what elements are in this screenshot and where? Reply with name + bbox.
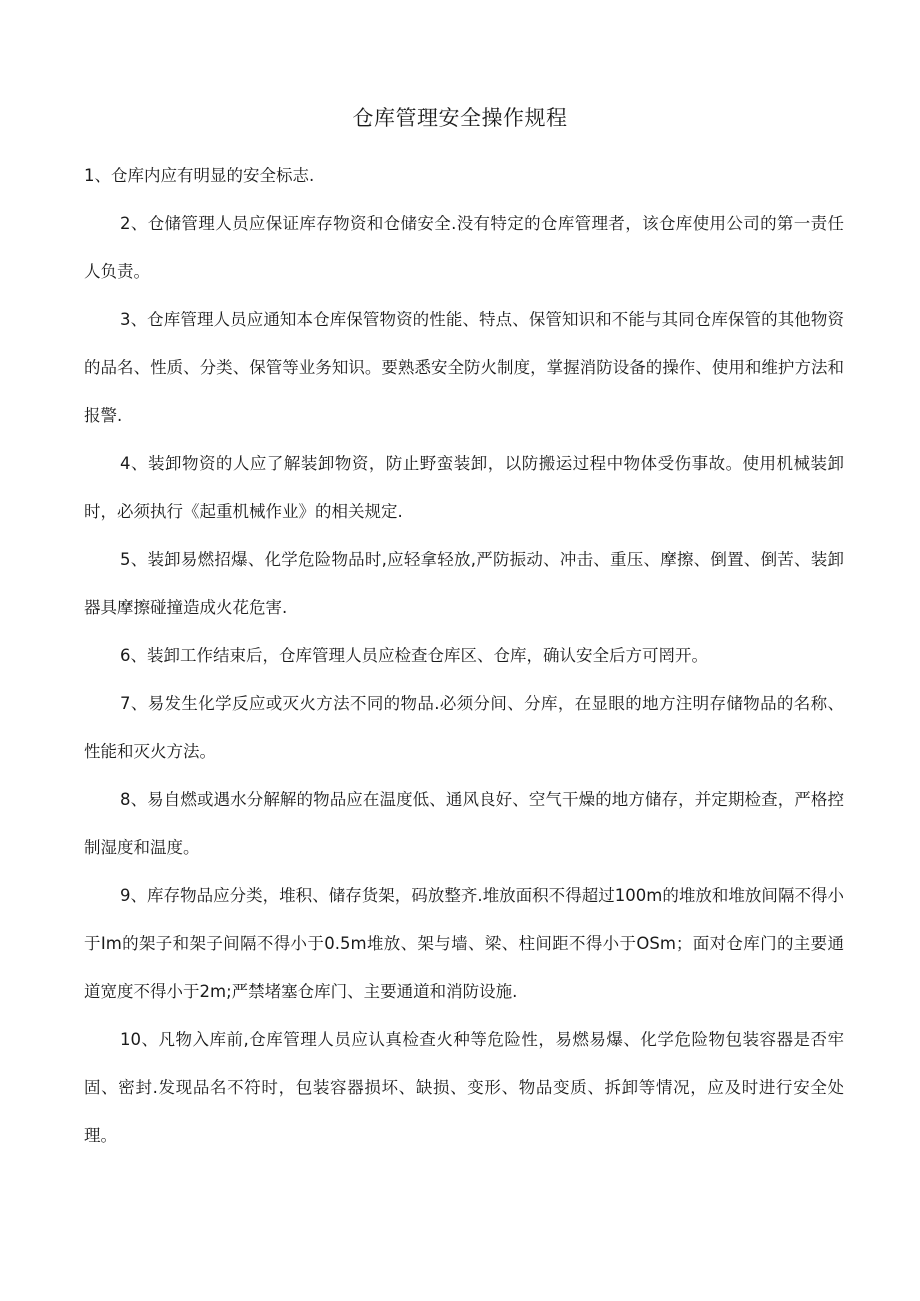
rule-item-9: 9、库存物品应分类，堆积、储存货架，码放整齐.堆放面积不得超过100m的堆放和堆放间隔不得小于Im的架子和架子间隔不得小于0.5m堆放、架与墙、梁、柱间距不得小于OSm；面对仓库门的主要通道宽度不得小于2m;严禁堵塞仓库门、主要通道和消防设施. [84,886,844,1001]
rule-item-3: 3、仓库管理人员应通知本仓库保管物资的性能、特点、保管知识和不能与其同仓库保管的其他物资的品名、性质、分类、保管等业务知识。要熟悉安全防火制度，掌握消防设备的操作、使用和维护方法和报警. [84,310,844,425]
rule-item-5: 5、装卸易燃招爆、化学危险物品时,应轻拿轻放,严防振动、冲击、重压、摩擦、倒置、倒苦、装卸器具摩擦碰撞造成火花危害. [84,550,844,617]
rule-item-6: 6、装卸工作结束后，仓库管理人员应检查仓库区、仓库，确认安全后方可罔开。 [120,646,708,665]
rule-item-1: 1、仓库内应有明显的安全标志. [84,166,315,185]
rule-item-7: 7、易发生化学反应或灭火方法不同的物品.必须分间、分库，在显眼的地方注明存储物品的名称、性能和灭火方法。 [84,694,844,761]
document-body [84,152,844,1160]
rule-item-8: 8、易自燃或遇水分解解的物品应在温度低、通风良好、空气干燥的地方储存，并定期检查，严格控制湿度和温度。 [84,790,844,857]
rule-item-4: 4、装卸物资的人应了解装卸物资，防止野蛮装卸，以防搬运过程中物体受伤事故。使用机械装卸时，必须执行《起重机械作业》的相关规定. [84,454,844,521]
rule-item-2: 2、仓储管理人员应保证库存物资和仓储安全.没有特定的仓库管理者，该仓库使用公司的第一责任人负责。 [84,214,844,281]
rule-item-10: 10、凡物入库前,仓库管理人员应认真检查火种等危险性，易燃易爆、化学危险物包装容器是否牢固、密封.发现品名不符时，包装容器损坏、缺损、变形、物品变质、拆卸等情况，应及时进行安全处理。 [84,1030,844,1145]
document-title: 仓库管理安全操作规程 [352,106,568,130]
